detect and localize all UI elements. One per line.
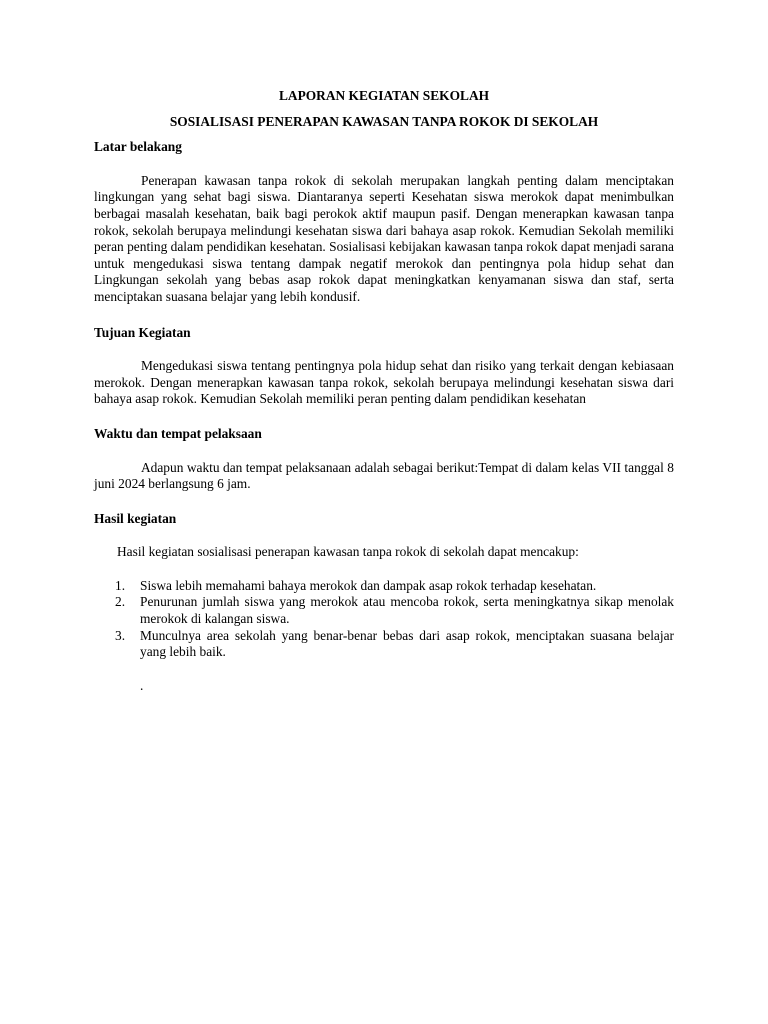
list-item-text: Munculnya area sekolah yang benar-benar bebas dari asap rokok, menciptakan suasana belajar yang lebih baik.	[140, 627, 674, 660]
section-heading-latar-belakang: Latar belakang	[94, 139, 182, 155]
list-item	[94, 628, 674, 661]
list-item-number: 3.	[115, 627, 126, 643]
section-heading-tujuan-kegiatan: Tujuan Kegiatan	[94, 324, 191, 340]
section-text-latar-belakang: Penerapan kawasan tanpa rokok di sekolah merupakan langkah penting dalam menciptakan lingkungan yang sehat bagi siswa. Diantaranya seperti Kesehatan siswa merokok dapat menimbulkan berbagai masalah kesehatan, baik bagi perokok aktif maupun pasif. Dengan menerapkan kawasan tanpa rokok, sekolah berupaya melindungi kesehatan siswa dari bahaya asap rokok. Kemudian Sekolah memiliki peran penting dalam pendidikan kesehatan. Sosialisasi kebijakan kawasan tanpa rokok dapat menjadi sarana untuk mengedukasi siswa tentang dampak negatif merokok dan pentingnya pola hidup sehat dan Lingkungan sekolah yang bebas asap rokok dapat meningkatkan kenyamanan siswa dan staf, serta menciptakan suasana belajar yang lebih kondusif.	[94, 172, 674, 304]
document-page	[94, 86, 674, 694]
section-heading-hasil-kegiatan: Hasil kegiatan	[94, 510, 177, 526]
section-intro-hasil-kegiatan: Hasil kegiatan sosialisasi penerapan kawasan tanpa rokok di sekolah dapat mencakup:	[117, 544, 579, 560]
list-item-number: 1.	[115, 577, 126, 593]
list-item-text: Siswa lebih memahami bahaya merokok dan dampak asap rokok terhadap kesehatan.	[140, 577, 597, 593]
section-text-waktu-tempat: Adapun waktu dan tempat pelaksanaan adalah sebagai berikut:Tempat di dalam kelas VII tanggal 8 juni 2024 berlangsung 6 jam.	[94, 459, 674, 492]
list-item	[94, 578, 674, 595]
document-subtitle: SOSIALISASI PENERAPAN KAWASAN TANPA ROKOK DI SEKOLAH	[169, 113, 599, 129]
list-item-number: 2.	[115, 594, 126, 610]
section-heading-waktu-tempat: Waktu dan tempat pelaksaan	[94, 425, 262, 441]
section-text-tujuan-kegiatan: Mengedukasi siswa tentang pentingnya pola hidup sehat dan risiko yang terkait dengan kebiasaan merokok. Dengan menerapkan kawasan tanpa rokok, sekolah berupaya melindungi kesehatan siswa dari bahaya asap rokok. Kemudian Sekolah memiliki peran penting dalam pendidikan kesehatan	[94, 358, 674, 407]
list-item-text: Penurunan jumlah siswa yang merokok atau mencoba rokok, serta meningkatnya sikap menolak merokok di kalangan siswa.	[140, 594, 674, 627]
document-title: LAPORAN KEGIATAN SEKOLAH	[278, 88, 490, 103]
list-item	[94, 594, 674, 627]
trailing-period: .	[140, 677, 144, 693]
results-list	[94, 578, 674, 661]
